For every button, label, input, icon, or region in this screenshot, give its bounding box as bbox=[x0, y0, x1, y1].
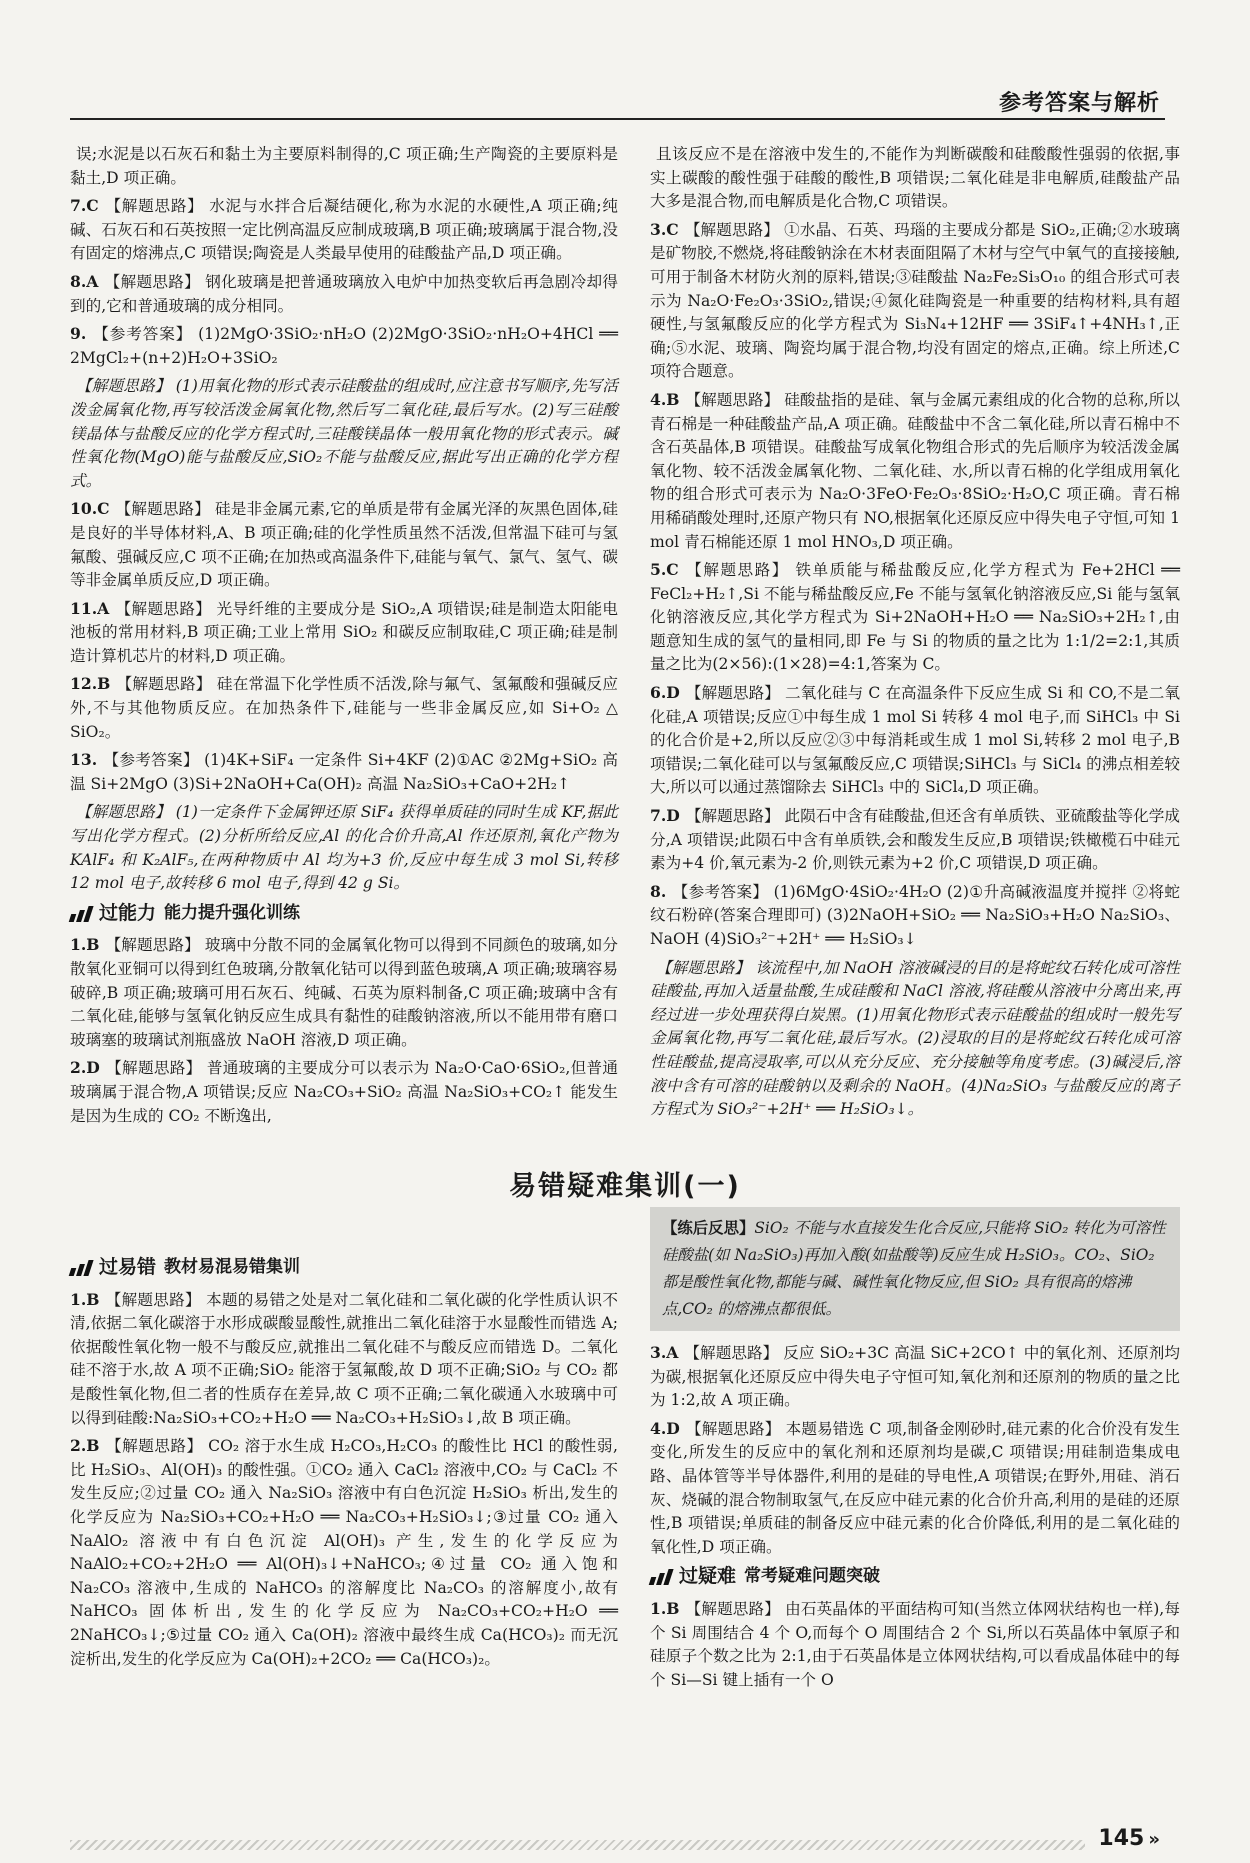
answer-item: 2.D 【解题思路】 普通玻璃的主要成分可以表示为 Na₂O·CaO·6SiO₂,但普通玻璃属于混合物,A 项错误;反应 Na₂CO₃+SiO₂ 高温 Na₂SiO₃+CO₂↑ 能发生是因为生成的 CO₂ 不断逸出, bbox=[70, 1058, 618, 1125]
left-column-top bbox=[70, 142, 618, 1132]
section-heading-ability: 过能力 能力提升强化训练 bbox=[70, 902, 618, 926]
section-heading-error: 过易错 教材易混易错集训 bbox=[70, 1256, 618, 1280]
page-number: 145 » bbox=[1098, 1826, 1160, 1851]
reflection-box: 【练后反思】SiO₂ 不能与水直接发生化合反应,只能将 SiO₂ 转化为可溶性硅酸盐(如 Na₂SiO₃)再加入酸(如盐酸等)反应生成 H₂SiO₃。CO₂、SiO₂ 都是酸性氧化物,都能与碱、碱性氧化物反应,但 SiO₂ 具有很高的熔沸点,CO₂ 的熔沸点都很低。 bbox=[650, 1207, 1180, 1331]
answer-item: 1.B 【解题思路】 本题的易错之处是对二氧化硅和二氧化碳的化学性质认识不清,依据二氧化碳溶于水形成碳酸显酸性,就推出二氧化硅溶于水显酸性而错选 A;依据酸性氧化物一般不与酸反应,就推出二氧化硅不与酸反应而错选 D。二氧化硅不溶于水,故 A 项不正确;SiO₂ 能溶于氢氟酸,故 D 项不正确;SiO₂ 与 CO₂ 都是酸性氧化物,但二者的性质存在差异,故 C 项不正确;二氧化碳通入水玻璃中可以得到硅酸:Na₂SiO₃+CO₂+H₂O ══ Na₂CO₃+H₂SiO₃↓,故 B 项正确。 bbox=[70, 1289, 618, 1427]
answer-item: 2.B 【解题思路】 CO₂ 溶于水生成 H₂CO₃,H₂CO₃ 的酸性比 HCl 的酸性弱,比 H₂SiO₃、Al(OH)₃ 的酸性强。①CO₂ 通入 CaCl₂ 溶液中,CO₂ 与 CaCl₂ 不发生反应;②过量 CO₂ 通入 Na₂SiO₃ 溶液中有白色沉淀 H₂SiO₃ 析出,发生的化学反应为 Na₂SiO₃+CO₂+H₂O ══ Na₂CO₃+H₂SiO₃↓;③过量 CO₂ 通入 NaAlO₂ 溶液中有白色沉淀 Al(OH)₃ 产生,发生的化学反应为 NaAlO₂+CO₂+2H₂O ══ Al(OH)₃↓+NaHCO₃;④过量 CO₂ 通入饱和 Na₂CO₃ 溶液中,生成的 NaHCO₃ 的溶解度比 Na₂CO₃ 的溶解度小,故有 NaHCO₃ 固体析出,发生的化学反应为 Na₂CO₃+CO₂+H₂O ══ 2NaHCO₃↓;⑤过量 CO₂ 通入 Ca(OH)₂ 溶液中最终生成 Ca(HCO₃)₂ 而无沉淀析出,发生的化学反应为 Ca(OH)₂+2CO₂ ══ Ca(HCO₃)₂。 bbox=[70, 1436, 618, 1668]
answer-item: 13. 【参考答案】 (1)4K+SiF₄ 一定条件 Si+4KF (2)①AC ②2Mg+SiO₂ 高温 Si+2MgO (3)Si+2NaOH+Ca(OH)₂ 高温 Na₂SiO₃+CaO+2H₂↑ bbox=[70, 750, 618, 793]
right-column-top bbox=[650, 142, 1180, 1126]
double-chevron-icon: » bbox=[1148, 1829, 1160, 1850]
section-heading-hard: 过疑难 常考疑难问题突破 bbox=[650, 1565, 1180, 1589]
answer-item: 5.C 【解题思路】 铁单质能与稀盐酸反应,化学方程式为 Fe+2HCl ══ FeCl₂+H₂↑,Si 不能与稀盐酸反应,Fe 不能与氢氧化钠溶液反应,Si 能与氢氧化钠溶液反应,其化学方程式为 Si+2NaOH+H₂O ══ Na₂SiO₃+2H₂↑,由题意知生成的氢气的量相同,即 Fe 与 Si 的物质的量之比为 1:1/2=2:1,其质量之比为(2×56):(1×28)=4:1,答案为 C。 bbox=[650, 560, 1180, 674]
answer-item: 9. 【参考答案】 (1)2MgO·3SiO₂·nH₂O (2)2MgO·3SiO₂·nH₂O+4HCl ══ 2MgCl₂+(n+2)H₂O+3SiO₂ bbox=[70, 324, 618, 367]
answer-item: 3.A 【解题思路】 反应 SiO₂+3C 高温 SiC+2CO↑ 中的氧化剂、还原剂均为碳,根据氧化还原反应中得失电子守恒可知,氧化剂和还原剂的物质的量之比为 1:2,故 A 项正确。 bbox=[650, 1343, 1180, 1410]
footer-hatch-bar bbox=[70, 1840, 1085, 1850]
answer-item: 12.B 【解题思路】 硅在常温下化学性质不活泼,除与氟气、氢氟酸和强碱反应外,不与其他物质反应。在加热条件下,硅能与一些非金属反应,如 Si+O₂ △ SiO₂。 bbox=[70, 674, 618, 741]
left-column-bottom bbox=[70, 1250, 618, 1675]
answer-item: 4.B 【解题思路】 硅酸盐指的是硅、氧与金属元素组成的化合物的总称,所以青石棉是一种硅酸盐产品,A 项正确。硅酸盐中不含二氧化硅,所以青石棉中不含石英晶体,B 项错误。硅酸盐写成氧化物组合形式的先后顺序为较活泼金属氧化物、较不活泼金属氧化物、二氧化硅、水,所以青石棉的化学组成用氧化物的组合形式可表示为 Na₂O·3FeO·Fe₂O₃·8SiO₂·H₂O,C 项正确。青石棉用稀硝酸处理时,还原产物只有 NO,根据氧化还原反应中得失电子守恒,可知 1 mol 青石棉能还原 1 mol HNO₃,D 项正确。 bbox=[650, 389, 1180, 551]
section-bars-icon bbox=[70, 1260, 91, 1276]
answer-item: 1.B 【解题思路】 玻璃中分散不同的金属氧化物可以得到不同颜色的玻璃,如分散氧化亚铜可以得到红色玻璃,分散氧化钴可以得到蓝色玻璃,A 项正确;玻璃容易破碎,B 项正确;玻璃可用石灰石、纯碱、石英为原料制备,C 项正确;玻璃中含有二氧化硅,能够与氢氧化钠反应生成具有黏性的硅酸钠溶液,所以不能用带有磨口玻璃塞的玻璃试剂瓶盛放 NaOH 溶液,D 项正确。 bbox=[70, 935, 618, 1049]
answer-item: 【解题思路】 该流程中,加 NaOH 溶液碱浸的目的是将蛇纹石转化成可溶性硅酸盐,再加入适量盐酸,生成硅酸和 NaCl 溶液,将硅酸从溶液中分离出来,再经过进一步处理获得白炭黑。(1)用氧化物形式表示硅酸盐的组成时一般先写金属氧化物,再写二氧化硅,最后写水。(2)浸取的目的是将蛇纹石转化成可溶性硅酸盐,提高浸取率,可以从充分反应、充分接触等角度考虑。(3)碱浸后,溶液中含有可溶的硅酸钠以及剩余的 NaOH。(4)Na₂SiO₃ 与盐酸反应的离子方程式为 SiO₃²⁻+2H⁺ ══ H₂SiO₃↓。 bbox=[650, 958, 1180, 1119]
answer-item: 且该反应不是在溶液中发生的,不能作为判断碳酸和硅酸酸性强弱的依据,事实上碳酸的酸性强于硅酸的酸性,B 项错误;二氧化硅是非电解质,硅酸盐产品大多是混合物,而电解质是化合物,C 项错误。 bbox=[650, 145, 1180, 211]
answer-item: 8. 【参考答案】 (1)6MgO·4SiO₂·4H₂O (2)①升高碱液温度并搅拌 ②将蛇纹石粉碎(答案合理即可) (3)2NaOH+SiO₂ ══ Na₂SiO₃+H₂O Na₂SiO₃、NaOH (4)SiO₃²⁻+2H⁺ ══ H₂SiO₃↓ bbox=[650, 881, 1180, 948]
answer-item: 7.C 【解题思路】 水泥与水拌合后凝结硬化,称为水泥的水硬性,A 项正确;纯碱、石灰石和石英按照一定比例高温反应制成玻璃,B 项正确;玻璃属于混合物,没有固定的熔沸点,C 项错误;陶瓷是人类最早使用的硅酸盐产品,D 项正确。 bbox=[70, 196, 618, 263]
header-rule bbox=[70, 118, 1165, 120]
answer-item: 3.C 【解题思路】 ①水晶、石英、玛瑙的主要成分都是 SiO₂,正确;②水玻璃是矿物胶,不燃烧,将硅酸钠涂在木材表面阻隔了木材与空气中氧气的直接接触,可用于制备木材防火剂的原料,错误;③硅酸盐 Na₂Fe₂Si₃O₁₀ 的组合形式可表示为 Na₂O·Fe₂O₃·3SiO₂,错误;④氮化硅陶瓷是一种重要的结构材料,具有超硬性,与氢氟酸反应的化学方程式为 Si₃N₄+12HF ══ 3SiF₄↑+4NH₃↑,正确;⑤水泥、玻璃、陶瓷均属于混合物,均没有固定的熔点,正确。综上所述,C 项符合题意。 bbox=[650, 219, 1180, 381]
right-column-bottom bbox=[650, 1207, 1180, 1696]
answer-item: 11.A 【解题思路】 光导纤维的主要成分是 SiO₂,A 项错误;硅是制造太阳能电池板的常用材料,B 项正确;工业上常用 SiO₂ 和碳反应制取硅,C 项正确;硅是制造计算机芯片的材料,D 项正确。 bbox=[70, 598, 618, 665]
answer-item: 8.A 【解题思路】 钢化玻璃是把普通玻璃放入电炉中加热变软后再急剧冷却得到的,它和普通玻璃的成分相同。 bbox=[70, 271, 618, 315]
answer-item: 6.D 【解题思路】 二氧化硅与 C 在高温条件下反应生成 Si 和 CO,不是二氧化硅,A 项错误;反应①中每生成 1 mol Si 转移 4 mol 电子,而 SiHCl₃ 中 Si 的化合价是+2,所以反应②③中每消耗或生成 1 mol Si,转移 2 mol 电子,B 项错误;二氧化硅可以与氢氟酸反应,C 项错误;SiHCl₃ 与 SiCl₄ 的沸点相差较大,所以可以通过蒸馏除去 SiHCl₃ 中的 SiCl₄,D 项正确。 bbox=[650, 683, 1180, 797]
answer-item: 4.D 【解题思路】 本题易错选 C 项,制备金刚砂时,硅元素的化合价没有发生变化,所发生的反应中的氧化剂和还原剂均是碳,C 项错误;用硅制造集成电路、晶体管等半导体器件,利用的是硅的导电性,A 项错误;在野外,用硅、消石灰、烧碱的混合物制取氢气,在反应中硅元素的化合价升高,利用的是硅的还原性,B 项错误;单质硅的制备反应中硅元素的化合价降低,利用的是二氧化硅的氧化性,D 项正确。 bbox=[650, 1418, 1180, 1556]
answer-item: 【解题思路】 (1)一定条件下金属钾还原 SiF₄ 获得单质硅的同时生成 KF,据此写出化学方程式。(2)分析所给反应,Al 的化合价升高,Al 作还原剂,氧化产物为 KAlF₄ 和 K₂AlF₅,在两种物质中 Al 均为+3 价,反应中每生成 3 mol Si,转移 12 mol 电子,故转移 6 mol 电子,得到 42 g Si。 bbox=[70, 803, 618, 893]
answer-item: 误;水泥是以石灰石和黏土为主要原料制得的,C 项正确;生产陶瓷的主要原料是黏土,D 项正确。 bbox=[70, 145, 618, 187]
answer-item: 1.B 【解题思路】 由石英晶体的平面结构可知(当然立体网状结构也一样),每个 Si 周围结合 4 个 O,而每个 O 周围结合 2 个 Si,所以石英晶体中氧原子和硅原子个数之比为 2:1,由于石英晶体是立体网状结构,可以看成晶体硅中的每个 Si—Si 键上插有一个 O bbox=[650, 1598, 1180, 1689]
answer-item: 10.C 【解题思路】 硅是非金属元素,它的单质是带有金属光泽的灰黑色固体,硅是良好的半导体材料,A、B 项正确;硅的化学性质虽然不活泼,但常温下硅可与氢氟酸、强碱反应,C 项不正确;在加热或高温条件下,硅能与氧气、氯气、氢气、碳等非金属单质反应,D 项正确。 bbox=[70, 499, 618, 590]
header-title: 参考答案与解析 bbox=[998, 91, 1160, 116]
answer-item: 【解题思路】 (1)用氧化物的形式表示硅酸盐的组成时,应注意书写顺序,先写活泼金属氧化物,再写较活泼金属氧化物,然后写二氧化硅,最后写水。(2)写三硅酸镁晶体与盐酸反应的化学方程式时,三硅酸镁晶体一般用氧化物的形式表示。碱性氧化物(MgO)能与盐酸反应,SiO₂不能与盐酸反应,据此写出正确的化学方程式。 bbox=[70, 377, 618, 490]
section-bars-icon bbox=[650, 1569, 671, 1585]
section-big-title: 易错疑难集训(一) bbox=[509, 1171, 741, 1202]
section-bars-icon bbox=[70, 906, 91, 922]
answer-item: 7.D 【解题思路】 此陨石中含有硅酸盐,但还含有单质铁、亚硫酸盐等化学成分,A 项错误;此陨石中含有单质铁,会和酸发生反应,B 项错误;铁橄榄石中硅元素为+4 价,氧元素为-2 价,则铁元素为+2 价,C 项错误,D 项正确。 bbox=[650, 806, 1180, 873]
